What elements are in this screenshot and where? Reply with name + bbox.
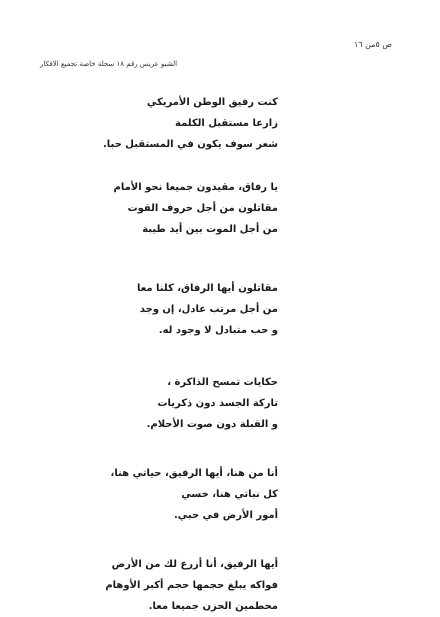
poem-line: زارعا مستقبل الكلمة [175, 118, 278, 129]
poem-line: حكايات تمسح الذاكرة ، [167, 377, 278, 388]
stanza-1 [38, 92, 278, 155]
poem-line: أمور الأرض في حبي. [173, 510, 278, 521]
poem-line: يا رفاق، مقيدون جميعا نحو الأمام [113, 182, 278, 193]
poem-line: شعر سوف يكون في المستقبل حبا. [102, 139, 278, 150]
stanza-2 [38, 177, 278, 240]
poem-line: و حب متبادل لا وجود له. [158, 325, 278, 336]
poem-line: أيها الرفيق، أنا أزرع لك من الأرض [111, 559, 278, 570]
poem-line: و القبلة دون صوت الأحلام. [146, 419, 278, 430]
stanza-5 [38, 463, 278, 526]
poem-line: كل نباتي هنا، خسي [181, 489, 278, 500]
stanza-6 [38, 554, 278, 617]
page-number: ص ٥من ١٦ [353, 40, 392, 49]
poem-line: من أجل الموت بين أيد طيبة [142, 224, 278, 235]
poem-line: مقاتلون من أجل حروف القوت [127, 203, 278, 214]
poem-line: تاركة الجسد دون ذكريات [157, 398, 278, 409]
poem-line: كنت رفيق الوطن الأمريكي [146, 97, 278, 108]
stanza-4 [38, 372, 278, 435]
poem-line: محطمين الحزن جميعا معا. [148, 601, 278, 612]
stanza-3 [38, 278, 278, 341]
poem-line: من أجل مرتب عادل، إن وجد [139, 304, 278, 315]
header-note: الشيو عريس رقم ١٨ سجلة خاصة تجميع الافكار [40, 60, 178, 68]
poem-line: أنا من هنا، أيها الرفيق، حياتي هنا، [110, 468, 278, 479]
poem-line: فواكه يبلغ حجمها حجم أكبر الأوهام [105, 580, 278, 591]
poem [38, 92, 278, 617]
poem-line: مقاتلون أيها الرفاق، كلنا معا [136, 283, 278, 294]
